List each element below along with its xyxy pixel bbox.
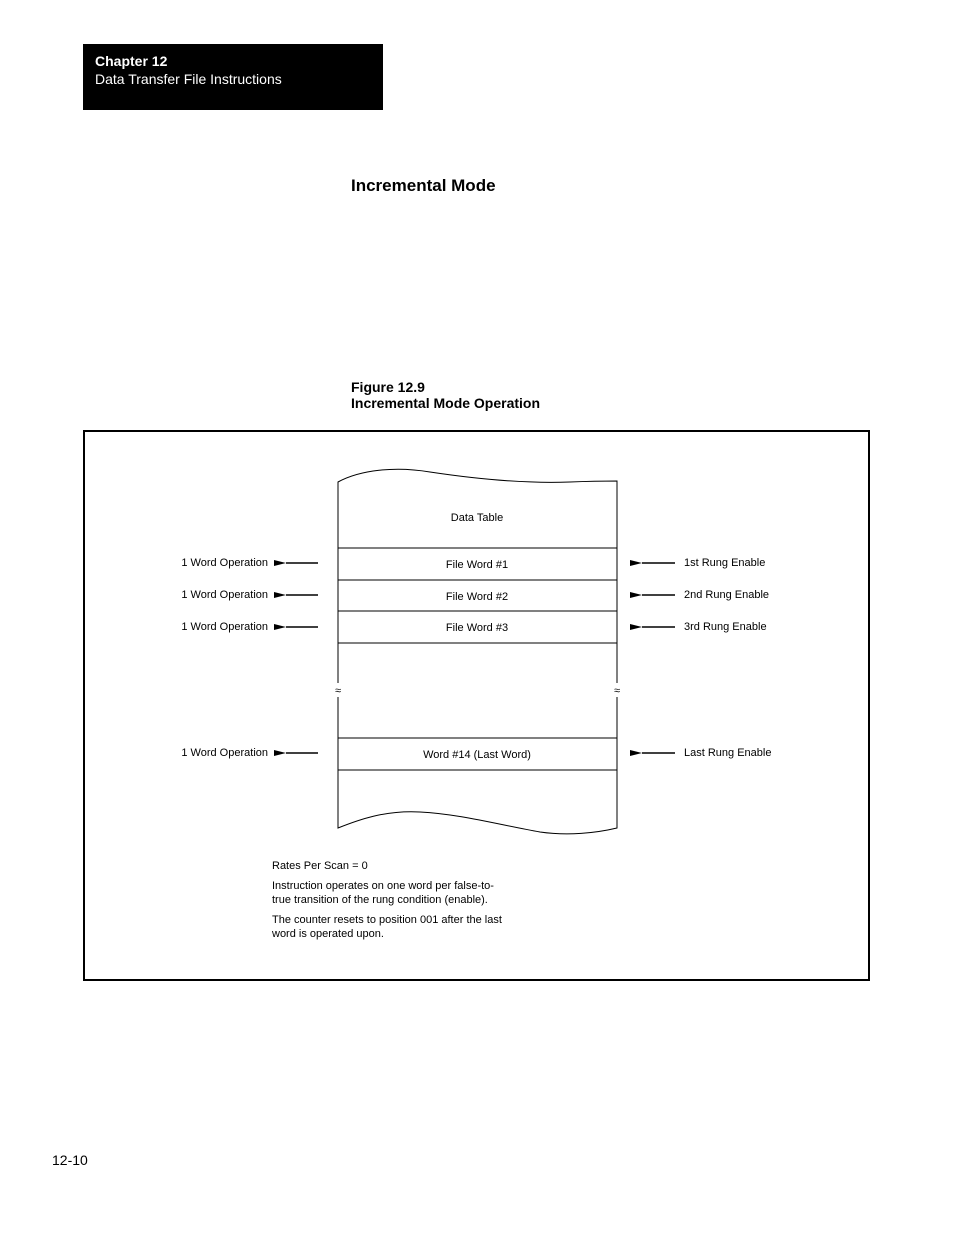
file-word-3-label: File Word #3 bbox=[445, 622, 509, 634]
break-symbol-left: ≈ bbox=[334, 685, 342, 697]
chapter-title: Data Transfer File Instructions bbox=[95, 71, 282, 87]
figure-note-counter: The counter resets to position 001 after the last word is operated upon. bbox=[272, 914, 502, 940]
last-word-label: Word #14 (Last Word) bbox=[423, 749, 531, 761]
chapter-label: Chapter 12 bbox=[95, 53, 168, 69]
figure-note-operation: Instruction operates on one word per false-to-true transition of the rung condition (enable). bbox=[272, 880, 494, 906]
file-word-1-label: File Word #1 bbox=[445, 559, 509, 571]
word-operation-label-2: 1 Word Operation bbox=[181, 589, 268, 601]
rung-enable-label-last: Last Rung Enable bbox=[684, 747, 772, 759]
page-number: 12-10 bbox=[52, 1152, 88, 1168]
figure-number: Figure 12.9 bbox=[351, 379, 425, 395]
rung-enable-label-1: 1st Rung Enable bbox=[684, 557, 766, 569]
word-operation-label-last: 1 Word Operation bbox=[181, 747, 268, 759]
file-word-2-label: File Word #2 bbox=[445, 591, 509, 603]
data-table-label: Data Table bbox=[450, 512, 504, 524]
section-title: Incremental Mode bbox=[351, 176, 496, 195]
figure-note-rates: Rates Per Scan = 0 bbox=[272, 860, 368, 872]
rung-enable-label-3: 3rd Rung Enable bbox=[684, 621, 767, 633]
word-operation-label-1: 1 Word Operation bbox=[181, 557, 268, 569]
rung-enable-label-2: 2nd Rung Enable bbox=[684, 589, 770, 601]
word-operation-label-3: 1 Word Operation bbox=[181, 621, 268, 633]
break-symbol-right: ≈ bbox=[613, 685, 621, 697]
figure-title: Incremental Mode Operation bbox=[351, 395, 541, 411]
